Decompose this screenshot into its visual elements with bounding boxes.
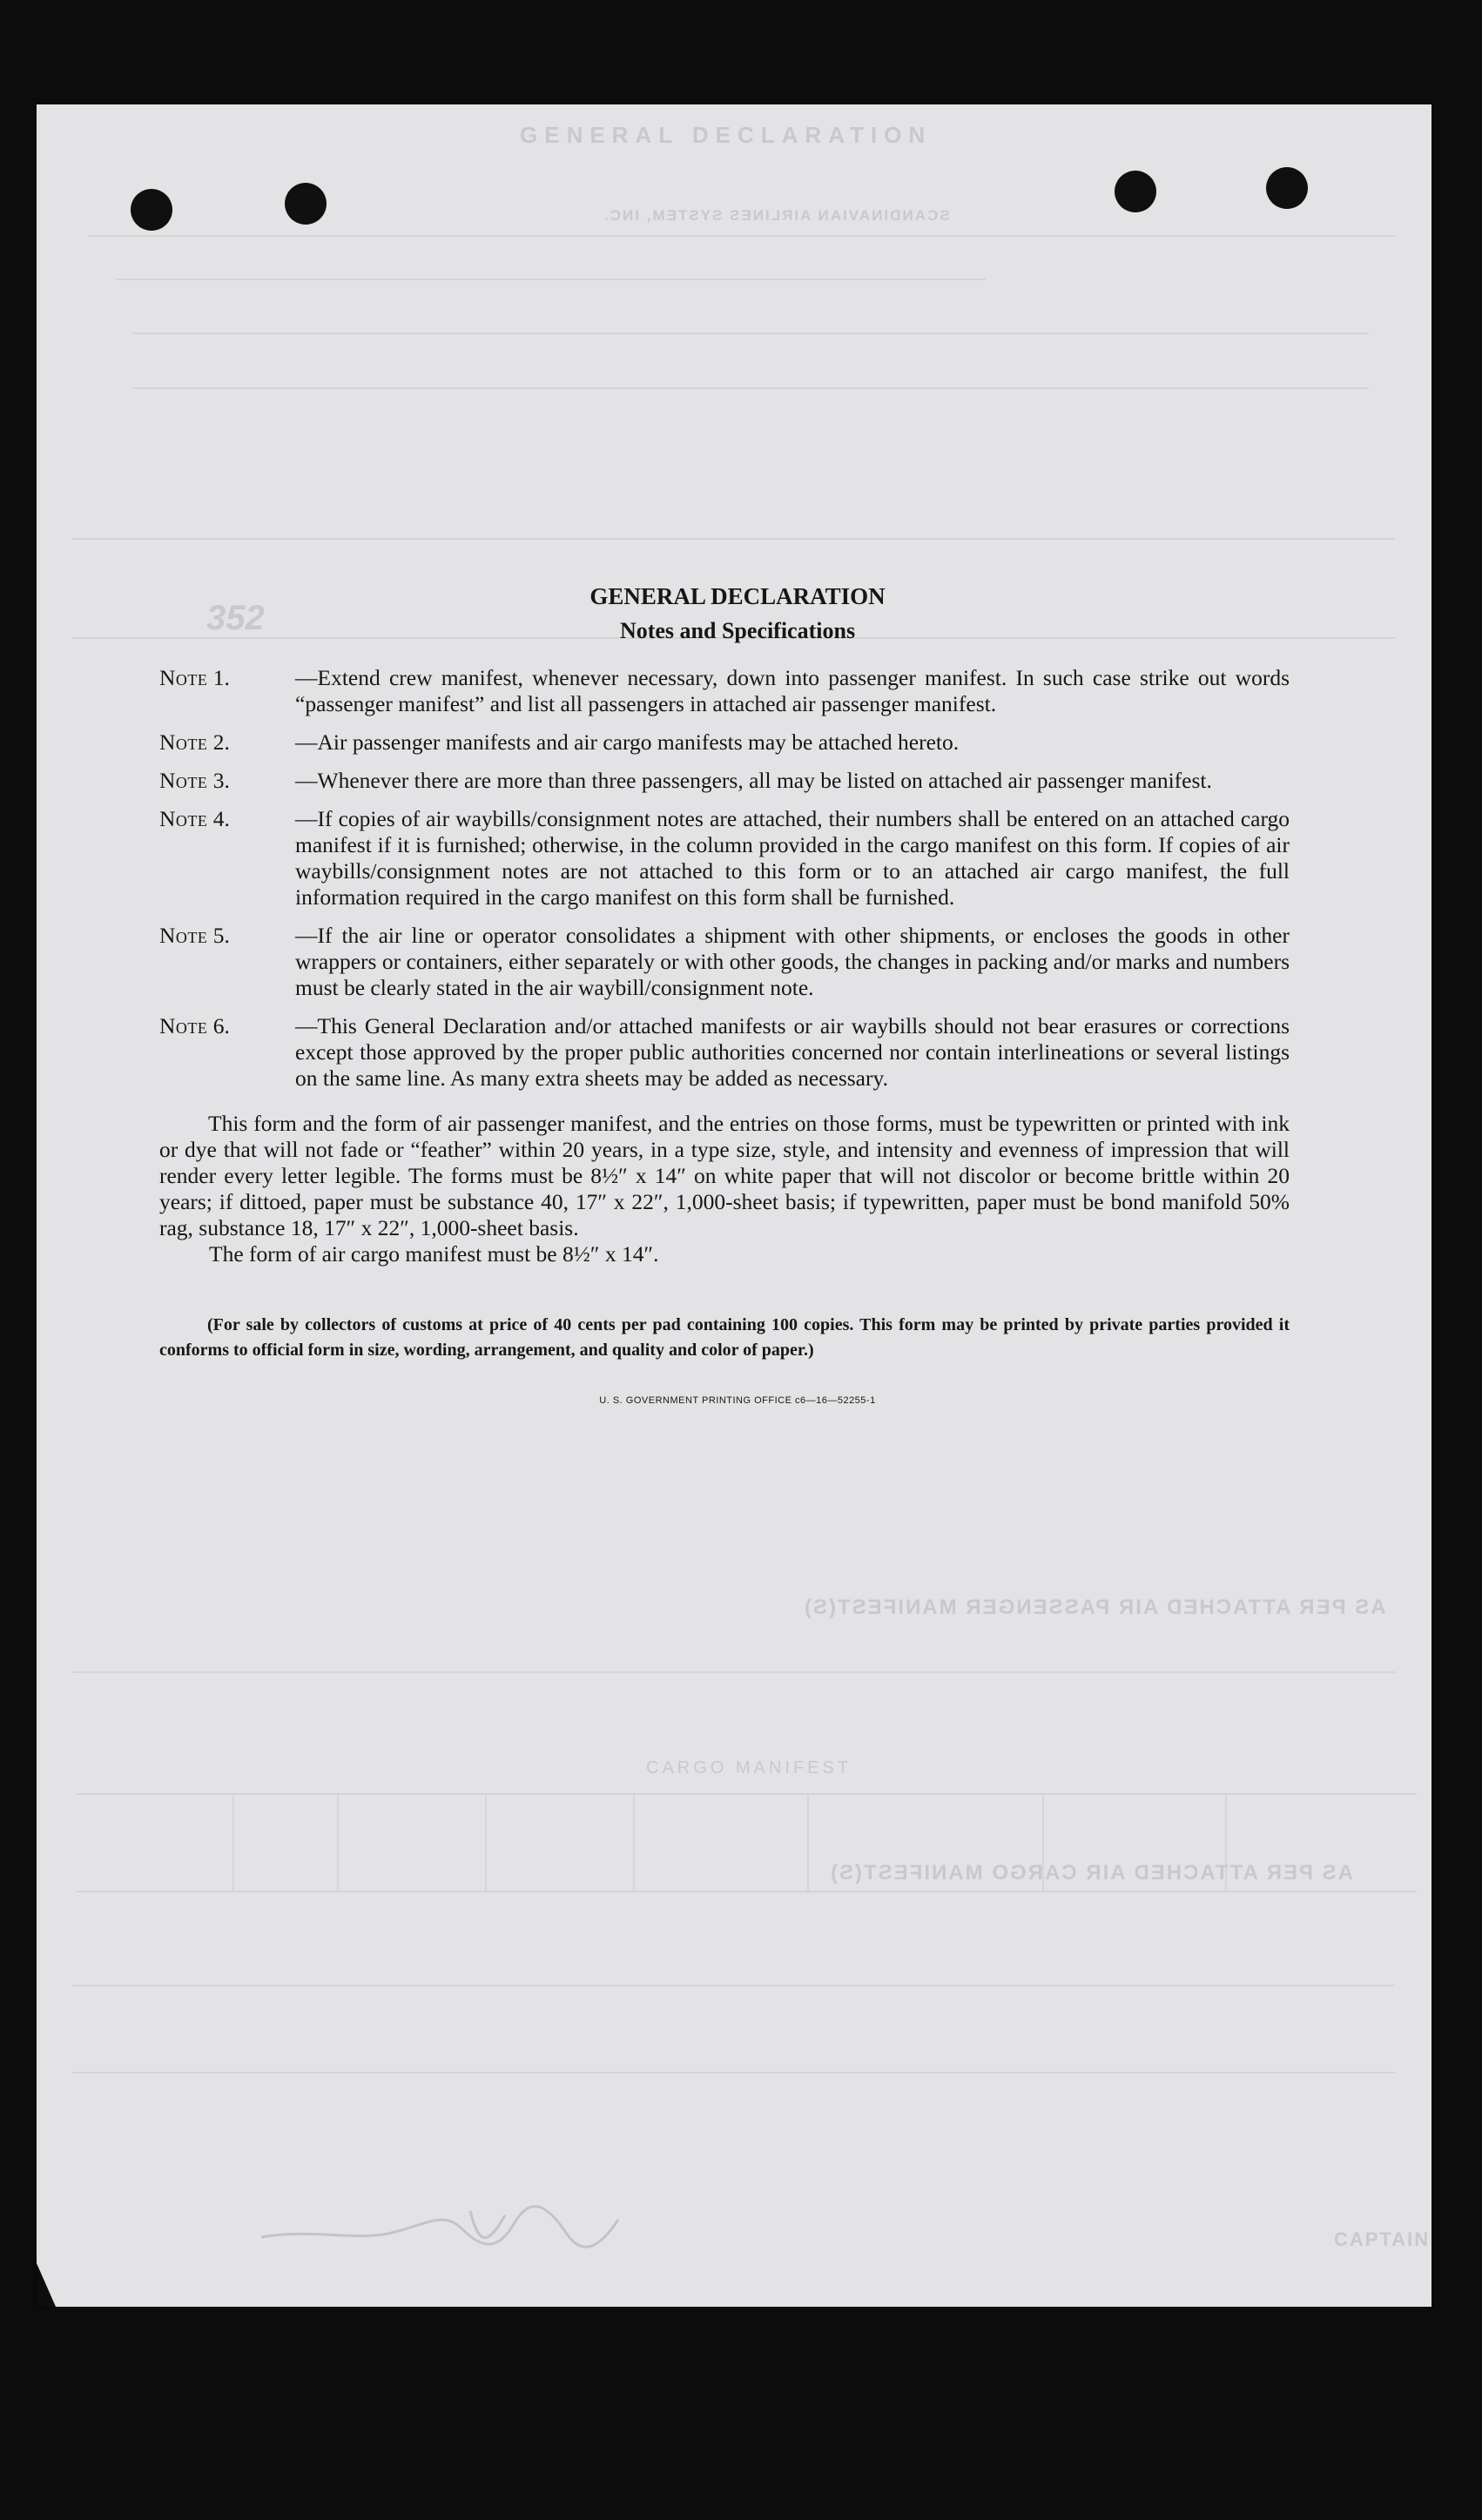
declaration-notes: [159, 583, 1290, 1414]
bleed-cargo-manifest: CARGO MANIFEST: [646, 1758, 852, 1777]
note-2: [159, 729, 1290, 756]
note-text: —Whenever there are more than three passengers, all may be listed on attached air passenger manifest.: [295, 768, 1212, 793]
note-label: Note: [159, 923, 208, 948]
bleed-flight-number: 352: [206, 599, 265, 637]
note-number: 4.: [212, 806, 230, 831]
note-number: 6.: [212, 1013, 230, 1038]
note-label: Note: [159, 806, 208, 831]
punch-hole-2: [285, 183, 327, 225]
printer-imprint: U. S. GOVERNMENT PRINTING OFFICE c6—16—52255-1: [599, 1395, 876, 1406]
note-text: —This General Declaration and/or attached manifests or air waybills should not bear erasures or corrections except those approved by the proper public authorities concerned nor contain interlineations or several listings on the same line. As many extra sheets may be added as necessary.: [295, 1013, 1290, 1091]
bleed-captain-label: CAPTAIN: [1334, 2228, 1431, 2250]
bleed-airline: SCANDINAVIAN AIRLINES SYSTEM, INC.: [603, 207, 950, 224]
note-4: [159, 806, 1290, 911]
note-number: 2.: [212, 729, 230, 755]
note-number: 1.: [212, 665, 230, 690]
note-text: —If copies of air waybills/consignment notes are attached, their numbers shall be entered on an attached cargo manifest if it is furnished; otherwise, in the column provided in the cargo manifest on this form. If copies of air waybills/consignment notes are not attached to this form or to an attached air cargo manifest, the full information required in the cargo manifest on this form shall be furnished.: [295, 806, 1290, 910]
form-specification-paragraph: This form and the form of air passenger manifest, and the entries on those forms, must be typewritten or printed with ink or dye that will not fade or “feather” within 20 years, in a type size, style, and intensity and evenness of impression that will render every letter legible. The forms must be 8½″ x 14″ on white paper that will not discolor or become brittle within 20 years; if dittoed, paper must be substance 40, 17″ x 22″, 1,000-sheet basis; if typewritten, paper must be bond manifold 50% rag, substance 18, 17″ x 22″, 1,000-sheet basis.: [159, 1111, 1290, 1240]
punch-hole-3: [1115, 171, 1156, 212]
punch-hole-4: [1266, 167, 1308, 209]
note-text: —If the air line or operator consolidates a shipment with other shipments, or encloses the goods in other wrappers or containers, either separately or with other goods, the changes in packing and/or marks and numbers must be clearly stated in the air waybill/consignment note.: [295, 923, 1290, 1000]
punch-hole-1: [131, 189, 172, 231]
cargo-manifest-size-line: The form of air cargo manifest must be 8½″ x 14″.: [209, 1241, 659, 1267]
bleed-cargo-section: AS PER ATTACHED AIR CARGO MANIFEST(S): [829, 1861, 1353, 1885]
signature-scribble: [244, 2194, 636, 2263]
document-subtitle: Notes and Specifications: [619, 618, 856, 643]
note-text: —Air passenger manifests and air cargo manifests may be attached hereto.: [295, 729, 960, 755]
bleed-passenger-section: AS PER ATTACHED AIR PASSENGER MANIFEST(S): [803, 1596, 1386, 1619]
note-1: [159, 665, 1290, 717]
document-title: GENERAL DECLARATION: [589, 583, 886, 609]
sale-notice: (For sale by collectors of customs at price of 40 cents per pad containing 100 copies. This form may be printed by private parties provided it conforms to official form in size, wording, arrangement, and quality and color of paper.): [159, 1315, 1290, 1360]
note-number: 3.: [212, 768, 230, 793]
note-label: Note: [159, 768, 208, 793]
note-text: —Extend crew manifest, whenever necessary, down into passenger manifest. In such case strike out words “passenger manifest” and list all passengers in attached air passenger manifest.: [295, 665, 1290, 716]
note-3: [159, 768, 1290, 794]
note-number: 5.: [212, 923, 230, 948]
note-label: Note: [159, 729, 208, 755]
bleed-header: GENERAL DECLARATION: [520, 122, 933, 148]
note-5: [159, 923, 1290, 1001]
note-6: [159, 1013, 1290, 1092]
note-label: Note: [159, 1013, 208, 1038]
note-label: Note: [159, 665, 208, 690]
